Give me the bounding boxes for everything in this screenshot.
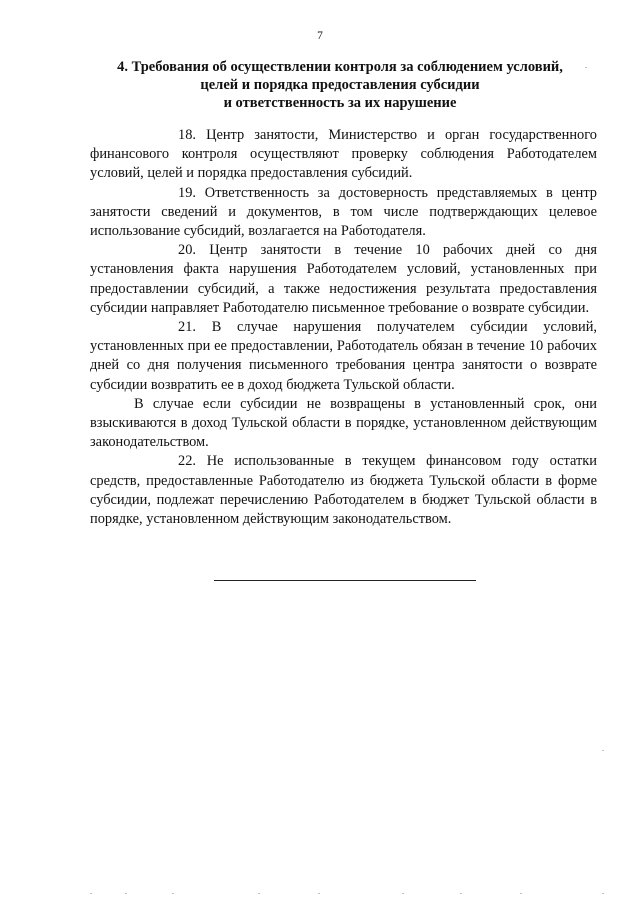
scan-artifact-mark — [602, 750, 604, 751]
paragraph-text: Центр занятости, Министерство и орган государственного финансового контроля осуществляют проверку соблюдения Работодателем условий, целей и порядка предоставления субсидий. — [90, 127, 597, 182]
scan-artifact-mark — [460, 893, 462, 894]
scan-artifact-mark — [258, 893, 260, 894]
paragraph-number: 21. — [178, 319, 196, 336]
paragraph-number: 18. — [178, 127, 196, 143]
scan-artifact-mark — [402, 893, 404, 894]
scan-artifact-mark — [585, 67, 587, 68]
paragraph-21 — [90, 318, 597, 395]
scan-artifact-mark — [520, 893, 522, 894]
paragraph-number: 19. — [178, 184, 196, 201]
section-heading-line-2: целей и порядка предоставления субсидии — [200, 77, 480, 93]
paragraph-text: В случае нарушения получателем субсидии условий, установленных при ее предоставлении, Работодатель обязан в течение 10 рабочих дней со дня получения письменного требования центра занятости о возврате субсидии возвратить ее в доход бюджета Тульской области. — [90, 319, 597, 393]
end-separator-line — [214, 580, 476, 581]
scan-artifact-mark — [602, 893, 604, 894]
section-heading-line-3: и ответственность за их нарушение — [223, 95, 457, 111]
paragraph-text: Ответственность за достоверность представляемых в центр занятости сведений и документов, в том числе подтверждающих целевое использование субсидий, возлагается на Работодателя. — [90, 184, 598, 240]
scan-artifact-mark — [125, 893, 127, 894]
paragraph-text: Центр занятости в течение 10 рабочих дней со дня установления факта нарушения Работодателем условий, установленных при предоставлении субсидий, а также недостижения результата предоставления субсидии направляет Работодателю письменное требование о возврате субсидии. — [90, 242, 597, 316]
document-body — [90, 126, 597, 529]
paragraph-text: В случае если субсидии не возвращены в установленный срок, они взыскиваются в доход Тульской области в порядке, установленном действующим законодательством. — [90, 395, 597, 451]
paragraph-18 — [90, 126, 597, 184]
paragraph-20 — [90, 241, 597, 318]
section-heading — [60, 58, 620, 112]
scan-artifact-mark — [90, 893, 92, 894]
section-heading-line-1: 4. Требования об осуществлении контроля за соблюдением условий, — [117, 59, 563, 75]
paragraph-text: Не использованные в текущем финансовом году остатки средств, предоставленные Работодателю из бюджета Тульской области в форме субсидии, подлежат перечислению Работодателем в бюджет Тульской области в порядке, установленном действующим законодательством. — [90, 453, 597, 528]
page-number: 7 — [317, 30, 323, 42]
paragraph-21-continuation — [90, 395, 597, 453]
scan-artifact-mark — [172, 893, 174, 894]
paragraph-number: 22. — [178, 453, 196, 470]
paragraph-22 — [90, 452, 597, 529]
paragraph-number: 20. — [178, 242, 196, 259]
paragraph-19 — [90, 184, 597, 242]
scan-artifact-mark — [318, 893, 320, 894]
